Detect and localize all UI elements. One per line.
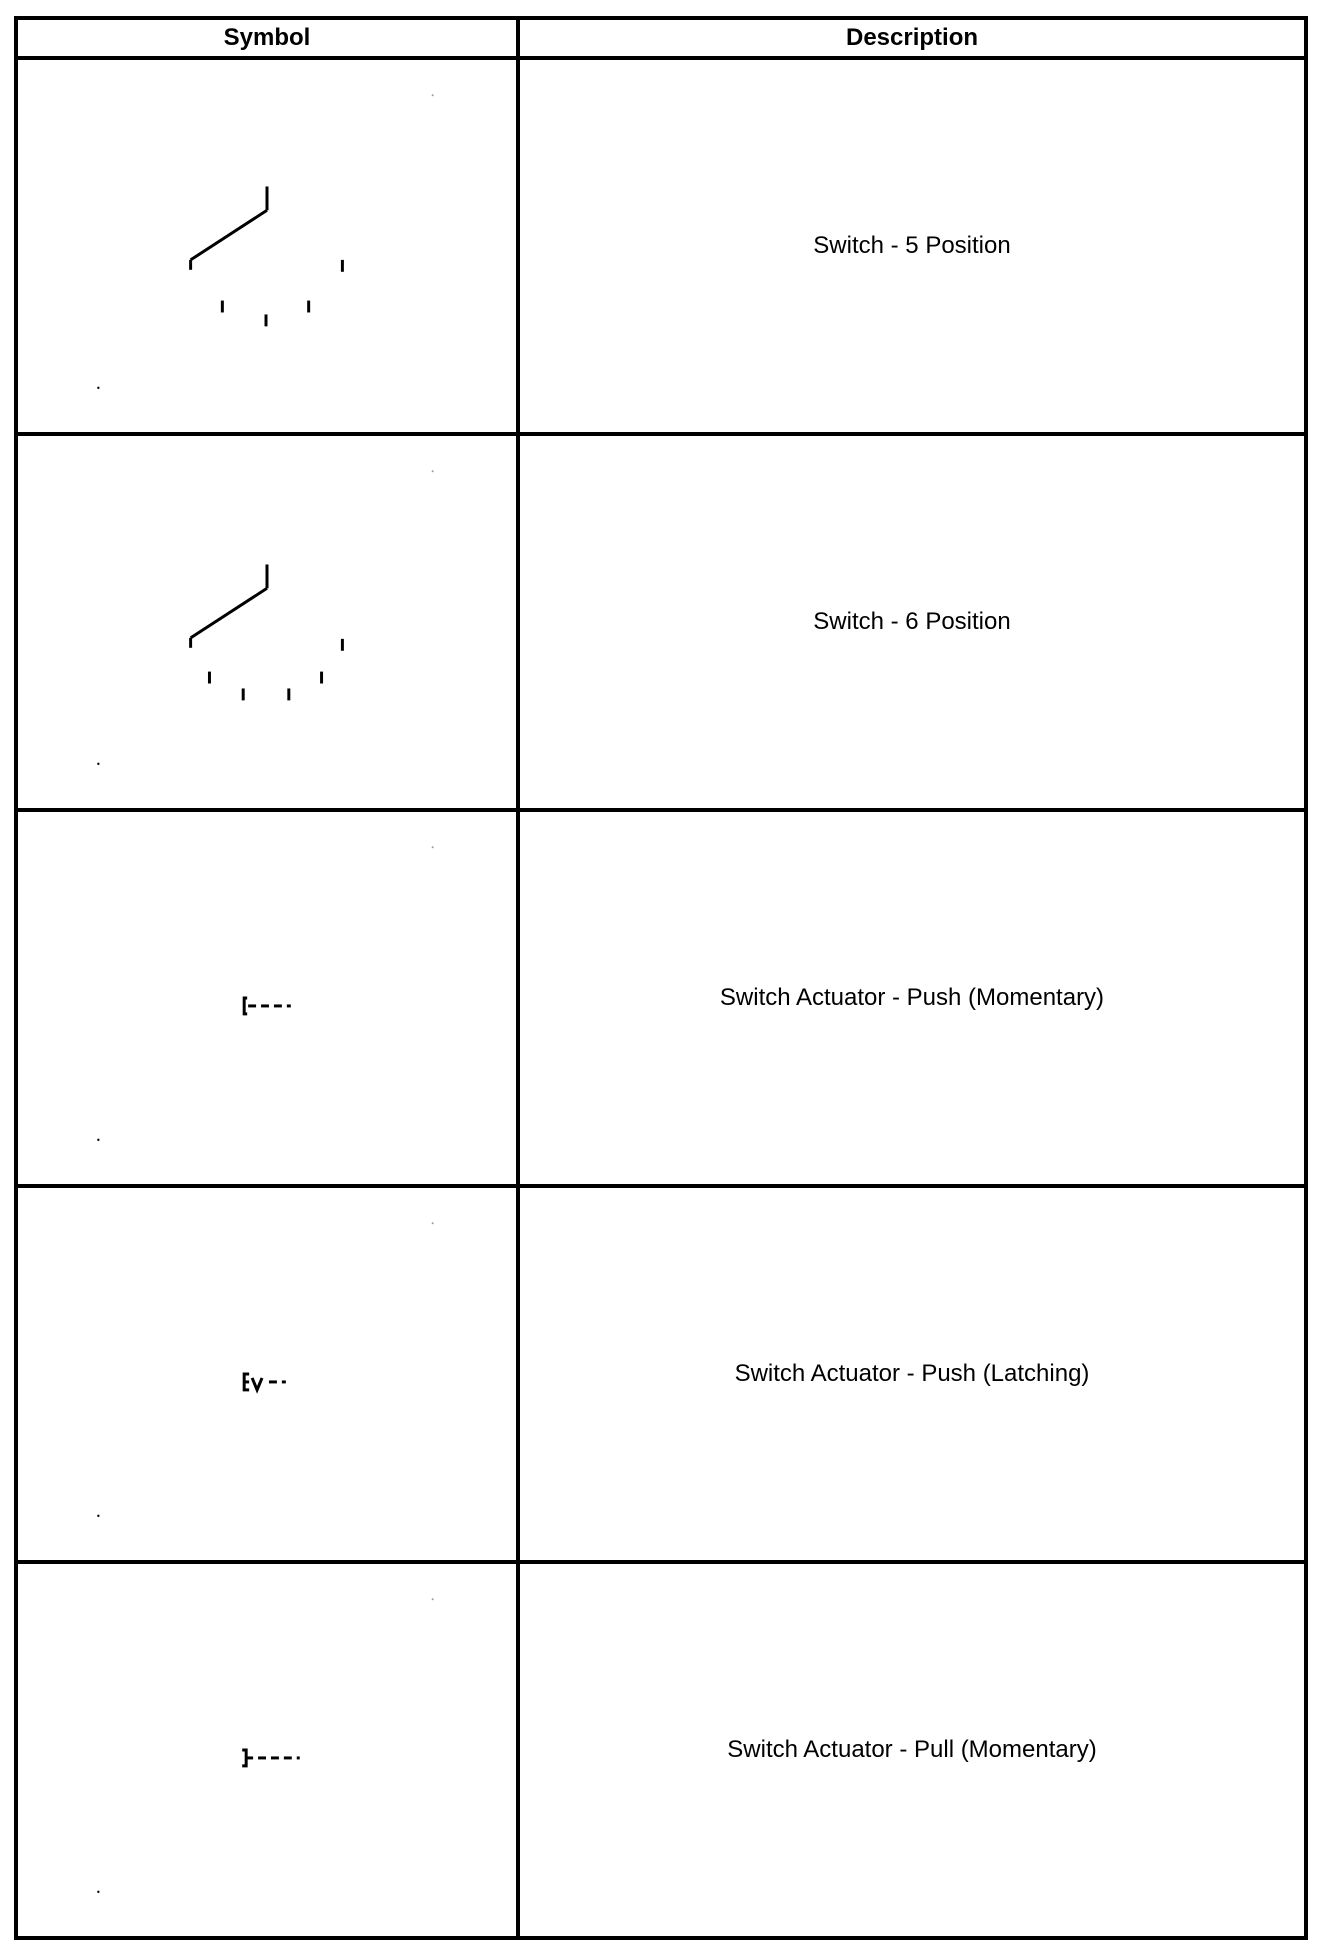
symbol-cell: [16, 1562, 518, 1938]
header-row: [16, 18, 1306, 58]
switch-actuator-push-latching-icon: [18, 1188, 516, 1560]
description-cell: Switch Actuator - Push (Momentary): [518, 810, 1306, 1186]
header-symbol: Symbol: [16, 18, 518, 58]
description-cell: Switch - 5 Position: [518, 58, 1306, 434]
header-description: Description: [518, 18, 1306, 58]
switch-actuator-push-momentary-icon: [18, 812, 516, 1184]
symbol-cell: [16, 810, 518, 1186]
description-cell: Switch Actuator - Pull (Momentary): [518, 1562, 1306, 1938]
symbol-cell: [16, 434, 518, 810]
table-row: [16, 434, 1306, 810]
symbol-table: [14, 16, 1308, 1940]
symbol-cell: [16, 1186, 518, 1562]
switch-actuator-pull-momentary-icon: [18, 1564, 516, 1936]
table-row: [16, 1562, 1306, 1938]
description-cell: Switch Actuator - Push (Latching): [518, 1186, 1306, 1562]
switch-6-position-icon: [18, 436, 516, 808]
table-row: [16, 810, 1306, 1186]
description-cell: Switch - 6 Position: [518, 434, 1306, 810]
symbol-cell: [16, 58, 518, 434]
table-row: [16, 1186, 1306, 1562]
table-row: [16, 58, 1306, 434]
switch-5-position-icon: [18, 60, 516, 432]
